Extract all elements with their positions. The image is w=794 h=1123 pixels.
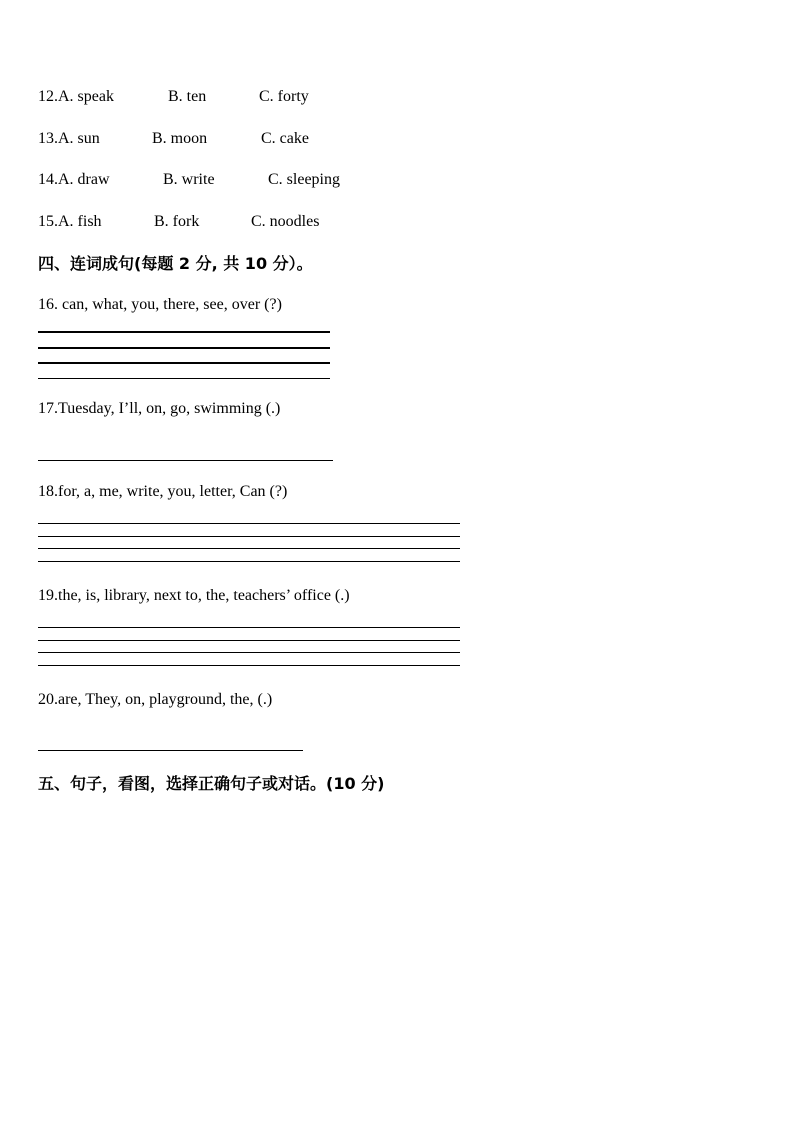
- question-text: Tuesday, I’ll, on, go, swimming (.): [58, 400, 281, 417]
- option-a: A. sun: [58, 130, 100, 147]
- option-b: B. fork: [154, 213, 200, 230]
- option-a: A. fish: [58, 213, 102, 230]
- answer-line: [38, 627, 460, 628]
- question-20: [38, 690, 272, 710]
- answer-line: [38, 523, 460, 524]
- option-b: B. write: [163, 171, 215, 188]
- question-number: 20.: [38, 691, 58, 708]
- question-14: [38, 170, 340, 190]
- question-number: 18.: [38, 483, 58, 500]
- answer-line: [38, 652, 460, 653]
- answer-line: [38, 561, 460, 562]
- question-15: [38, 212, 319, 232]
- question-number: 15.: [38, 213, 58, 230]
- question-16: [38, 295, 282, 315]
- option-c: C. sleeping: [268, 171, 340, 188]
- question-number: 12.: [38, 88, 58, 105]
- question-12: [38, 87, 309, 107]
- question-13: [38, 129, 309, 149]
- question-number: 16: [38, 296, 54, 313]
- question-text: the, is, library, next to, the, teachers’ office (.): [58, 587, 350, 604]
- answer-line: [38, 640, 460, 641]
- option-b: B. ten: [168, 88, 207, 105]
- question-text: are, They, on, playground, the, (.): [58, 691, 273, 708]
- option-c: C. cake: [261, 130, 309, 147]
- question-number: 17.: [38, 400, 58, 417]
- answer-line: [38, 331, 330, 333]
- answer-line: [38, 665, 460, 666]
- question-text: for, a, me, write, you, letter, Can (?): [58, 483, 288, 500]
- answer-line: [38, 750, 303, 751]
- answer-line: [38, 347, 330, 349]
- option-a: A. draw: [58, 171, 110, 188]
- question-number: 13.: [38, 130, 58, 147]
- option-c: C. noodles: [251, 213, 320, 230]
- section-5-heading: 五、句子，看图，选择正确句子或对话。(10 分): [38, 774, 385, 793]
- question-18: [38, 482, 287, 502]
- question-19: [38, 586, 350, 606]
- question-number: 19.: [38, 587, 58, 604]
- option-c: C. forty: [259, 88, 309, 105]
- question-number: 14.: [38, 171, 58, 188]
- answer-line: [38, 460, 333, 461]
- option-a: A. speak: [58, 88, 114, 105]
- answer-line: [38, 536, 460, 537]
- question-17: [38, 399, 280, 419]
- answer-line: [38, 378, 330, 379]
- option-b: B. moon: [152, 130, 208, 147]
- question-text: . can, what, you, there, see, over (?): [54, 296, 282, 313]
- section-4-heading: 四、连词成句(每题 2 分, 共 10 分）。: [38, 254, 313, 273]
- answer-line: [38, 362, 330, 364]
- answer-line: [38, 548, 460, 549]
